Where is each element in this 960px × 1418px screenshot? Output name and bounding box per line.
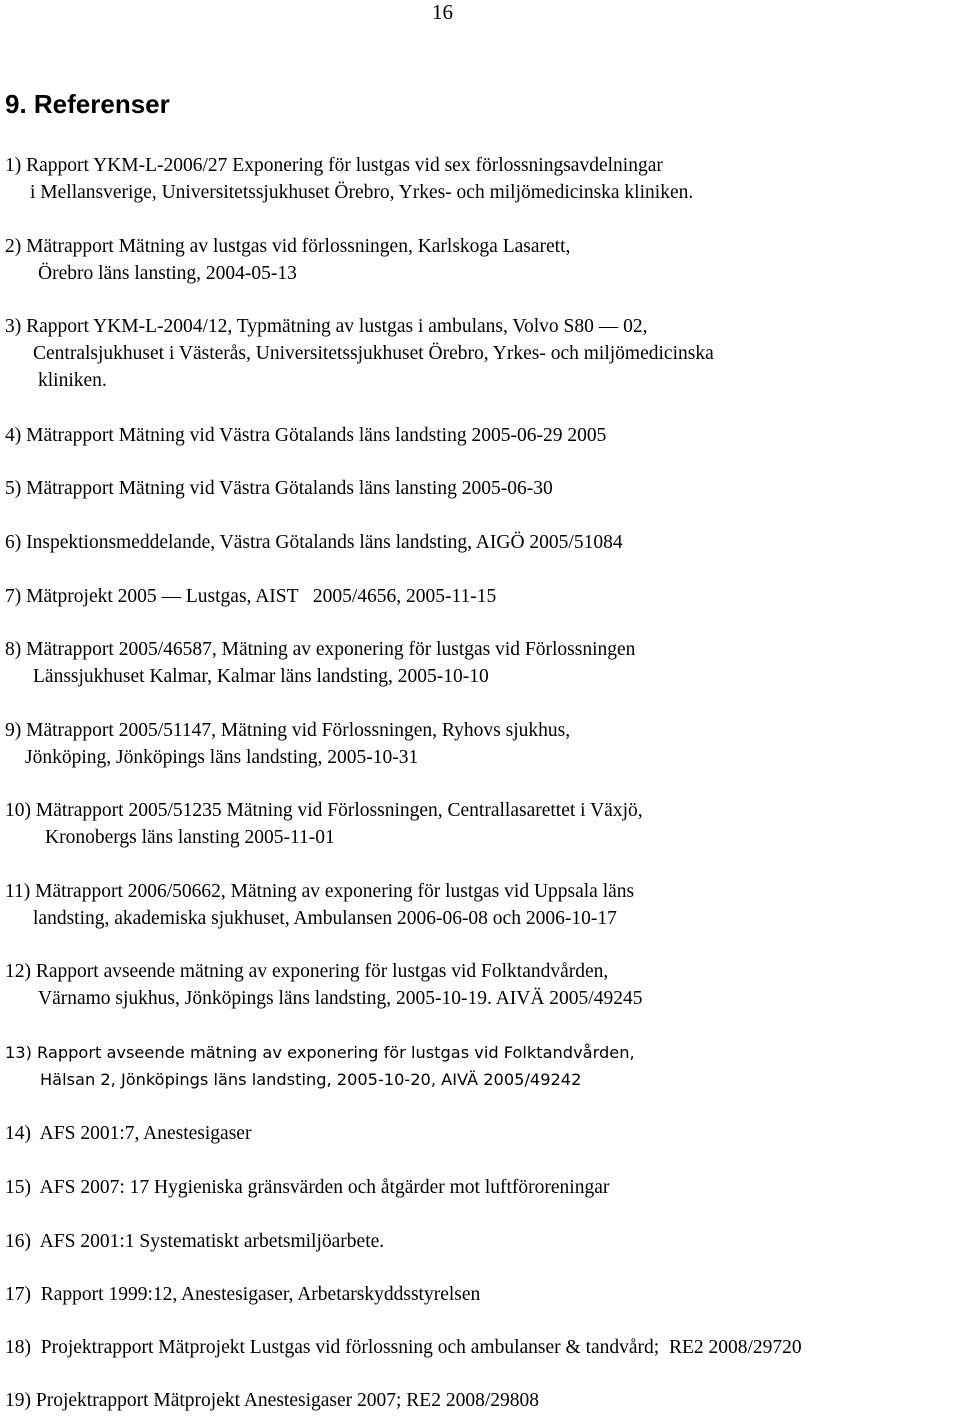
reference-3-line-1: 3) Rapport YKM-L-2004/12, Typmätning av lustgas i ambulans, Volvo S80 — 02, [5,316,648,337]
reference-12-line-2: Värnamo sjukhus, Jönköpings läns landsting, 2005-10-19. AIVÄ 2005/49245 [38,988,643,1009]
reference-17-line-1: 17) Rapport 1999:12, Anestesigaser, Arbetarskyddsstyrelsen [5,1284,481,1305]
reference-16-line-1: 16) AFS 2001:1 Systematiskt arbetsmiljöarbete. [5,1231,385,1252]
reference-5-line-1: 5) Mätrapport Mätning vid Västra Götalands läns lansting 2005-06-30 [5,478,553,499]
section-heading: 9. Referenser [5,89,170,119]
reference-8-line-1: 8) Mätrapport 2005/46587, Mätning av exponering för lustgas vid Förlossningen [5,639,636,660]
reference-10-line-2: Kronobergs läns lansting 2005-11-01 [45,827,335,848]
reference-2-line-1: 2) Mätrapport Mätning av lustgas vid förlossningen, Karlskoga Lasarett, [5,236,571,257]
reference-4-line-1: 4) Mätrapport Mätning vid Västra Götalands läns landsting 2005-06-29 2005 [5,425,607,446]
reference-11-line-1: 11) Mätrapport 2006/50662, Mätning av exponering för lustgas vid Uppsala läns [5,881,635,902]
reference-18-line-1: 18) Projektrapport Mätprojekt Lustgas vid förlossning och ambulanser & tandvård; RE2 2008/29720 [5,1337,802,1358]
reference-3-line-3: kliniken. [38,370,107,391]
reference-15-line-1: 15) AFS 2007: 17 Hygieniska gränsvärden och åtgärder mot luftföroreningar [5,1177,610,1198]
reference-2-line-2: Örebro läns lansting, 2004-05-13 [38,263,297,284]
reference-13-line-1: 13) Rapport avseende mätning av exponering för lustgas vid Folktandvården, [5,1043,635,1062]
reference-10-line-1: 10) Mätrapport 2005/51235 Mätning vid Förlossningen, Centrallasarettet i Växjö, [5,800,643,821]
reference-9-line-2: Jönköping, Jönköpings läns landsting, 2005-10-31 [25,747,419,768]
reference-7-line-1: 7) Mätprojekt 2005 — Lustgas, AIST 2005/4656, 2005-11-15 [5,586,497,607]
reference-19-line-1: 19) Projektrapport Mätprojekt Anestesigaser 2007; RE2 2008/29808 [5,1390,540,1411]
reference-12-line-1: 12) Rapport avseende mätning av exponering för lustgas vid Folktandvården, [5,961,609,982]
reference-11-line-2: landsting, akademiska sjukhuset, Ambulansen 2006-06-08 och 2006-10-17 [33,908,617,929]
reference-9-line-1: 9) Mätrapport 2005/51147, Mätning vid Förlossningen, Ryhovs sjukhus, [5,720,571,741]
reference-1-line-2: i Mellansverige, Universitetssjukhuset Örebro, Yrkes- och miljömedicinska kliniken. [30,182,694,203]
reference-3-line-2: Centralsjukhuset i Västerås, Universitetssjukhuset Örebro, Yrkes- och miljömedicinska [33,343,714,364]
reference-6-line-1: 6) Inspektionsmeddelande, Västra Götalands läns landsting, AIGÖ 2005/51084 [5,532,623,553]
reference-13-line-2: Hälsan 2, Jönköpings läns landsting, 2005-10-20, AIVÄ 2005/49242 [40,1070,582,1089]
reference-8-line-2: Länssjukhuset Kalmar, Kalmar läns landsting, 2005-10-10 [33,666,489,687]
page-number: 16 [432,0,453,24]
reference-1-line-1: 1) Rapport YKM-L-2006/27 Exponering för lustgas vid sex förlossningsavdelningar [5,155,663,176]
reference-14-line-1: 14) AFS 2001:7, Anestesigaser [5,1123,252,1144]
